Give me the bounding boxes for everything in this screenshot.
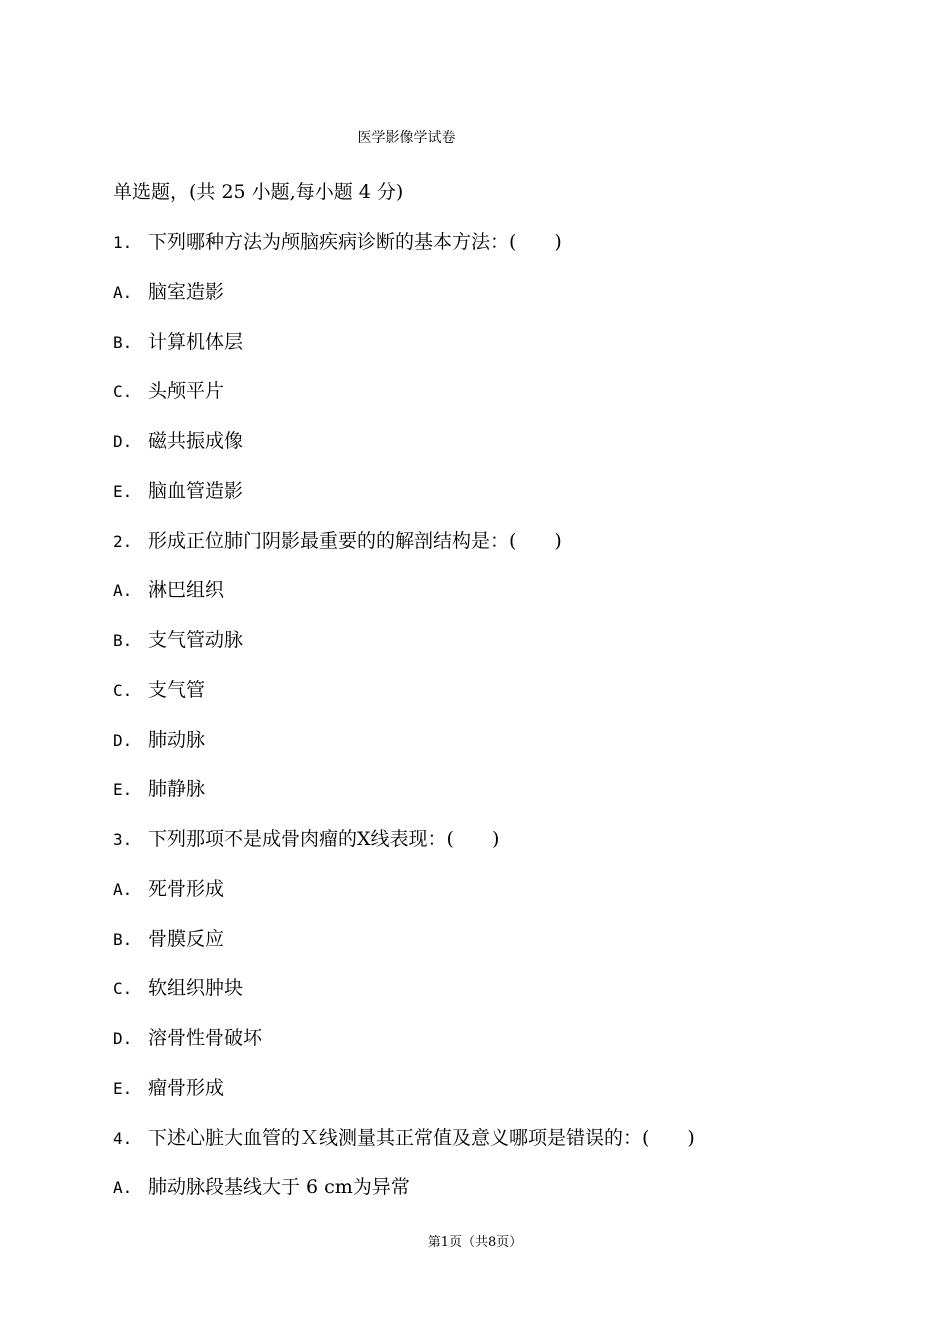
- option-label: C.: [113, 680, 133, 700]
- option-text: 死骨形成: [148, 877, 225, 900]
- question-list: [113, 228, 873, 1223]
- option-label: C.: [113, 382, 133, 402]
- option-text: 瘤骨形成: [148, 1076, 225, 1099]
- question-stem: [113, 1124, 873, 1174]
- question-text: 下列哪种方法为颅脑疾病诊断的基本方法：( ): [148, 231, 562, 253]
- answer-option: [113, 278, 873, 328]
- option-text: 肺静脉: [148, 778, 206, 801]
- option-text: 肺动脉: [148, 728, 206, 751]
- option-text: 溶骨性骨破坏: [148, 1027, 263, 1049]
- answer-option: [113, 676, 873, 726]
- option-text: 支气管动脉: [148, 629, 244, 651]
- option-label: E.: [113, 780, 133, 800]
- option-text: 脑室造影: [148, 280, 225, 303]
- option-label: D.: [113, 1029, 133, 1048]
- answer-option: [113, 875, 873, 925]
- answer-option: [113, 576, 873, 626]
- option-text: 脑血管造影: [148, 479, 244, 502]
- document-title: 医学影像学试卷: [357, 130, 456, 146]
- question-stem: [113, 228, 873, 278]
- option-label: B.: [113, 929, 133, 949]
- section-heading: 单选题，(共 25 小题,每小题 4 分): [113, 181, 404, 203]
- answer-option: [113, 974, 873, 1024]
- answer-option: [113, 1074, 873, 1124]
- answer-option: [113, 1024, 873, 1074]
- answer-option: [113, 377, 873, 427]
- question-text: 下列那项不是成骨肉瘤的X线表现：( ): [148, 828, 500, 850]
- option-text: 磁共振成像: [148, 430, 244, 452]
- option-label: A.: [113, 879, 133, 899]
- answer-option: [113, 328, 873, 378]
- option-text: 头颅平片: [148, 380, 225, 403]
- option-label: B.: [113, 631, 133, 650]
- option-label: A.: [113, 1178, 133, 1198]
- option-text: 淋巴组织: [148, 579, 225, 602]
- question-number: 3.: [113, 830, 133, 849]
- option-label: E.: [113, 1078, 133, 1098]
- question-text: 下述心脏大血管的Ｘ线测量其正常值及意义哪项是错误的：( ): [148, 1126, 695, 1149]
- answer-option: [113, 427, 873, 477]
- answer-option: [113, 775, 873, 825]
- option-label: C.: [113, 979, 133, 999]
- option-label: D.: [113, 432, 133, 451]
- option-text: 支气管: [148, 678, 206, 701]
- question-number: 2.: [113, 531, 133, 551]
- option-label: D.: [113, 730, 133, 750]
- option-text: 肺动脉段基线大于 6 cm为异常: [148, 1176, 410, 1199]
- question-stem: [113, 825, 873, 875]
- option-label: E.: [113, 481, 133, 501]
- option-label: B.: [113, 332, 133, 352]
- question-number: 4.: [113, 1128, 133, 1148]
- answer-option: [113, 477, 873, 527]
- option-text: 软组织肿块: [148, 977, 244, 1000]
- answer-option: [113, 626, 873, 676]
- option-text: 骨膜反应: [148, 927, 225, 950]
- option-text: 计算机体层: [148, 330, 244, 353]
- answer-option: [113, 726, 873, 776]
- question-text: 形成正位肺门阴影最重要的的解剖结构是：( ): [148, 529, 562, 552]
- option-label: A.: [113, 581, 133, 601]
- option-label: A.: [113, 282, 133, 302]
- answer-option: [113, 1173, 873, 1223]
- answer-option: [113, 925, 873, 975]
- question-stem: [113, 527, 873, 577]
- question-number: 1.: [113, 233, 133, 252]
- page-footer: 第1页（共8页）: [427, 1235, 523, 1250]
